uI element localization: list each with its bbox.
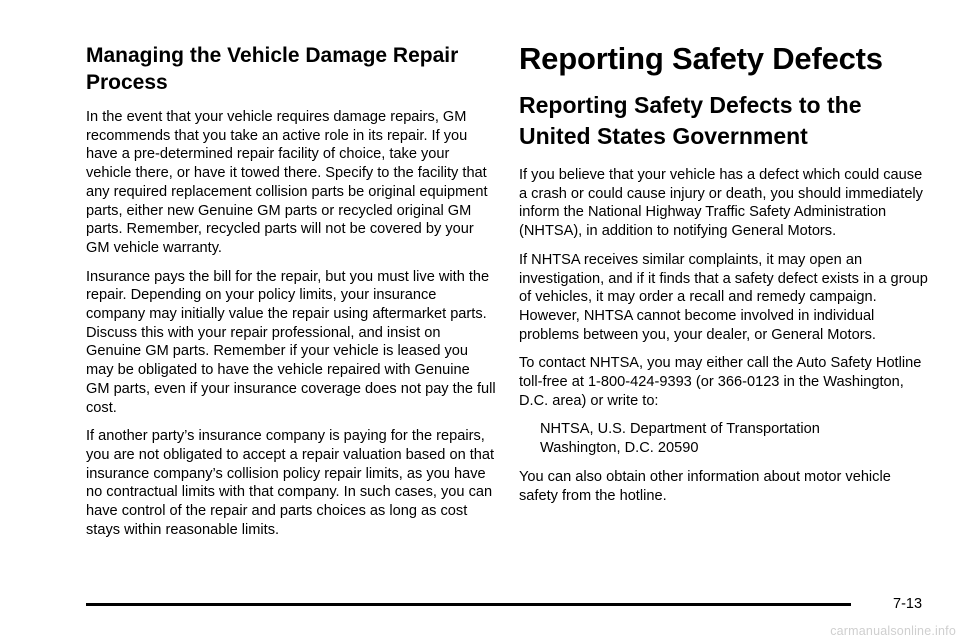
page-number: 7-13: [893, 596, 923, 612]
page-title: Reporting Safety Defects: [519, 41, 883, 76]
paragraph-defects-2: If NHTSA receives similar complaints, it may open an investigation, and if it finds that a safety defect exists in a group of vehicles, it may order a recall and remedy campaign. However, NHTSA cannot become involved in individual problems between you, your dealer, or General Motors.: [519, 251, 928, 343]
footer-rule: [86, 603, 851, 606]
paragraph-defects-3: To contact NHTSA, you may either call the Auto Safety Hotline toll-free at 1-800-424-9393 (or 366-0123 in the Washington, D.C. area) or write to:: [519, 355, 922, 409]
paragraph-damage-3: If another party’s insurance company is paying for the repairs, you are not obligated to accept a repair valuation based on that insurance company’s collision policy repair limits, as you have no contractual limits with that company. In such cases, you can have control of the repair and parts choices as long as cost stays within reasonable limits.: [86, 428, 495, 538]
paragraph-defects-1: If you believe that your vehicle has a defect which could cause a crash or could cause injury or death, you should immediately inform the National Highway Traffic Safety Administration (NHTSA), in addition to notifying General Motors.: [519, 167, 923, 240]
paragraph-defects-closing: You can also obtain other information about motor vehicle safety from the hotline.: [519, 468, 891, 504]
nhtsa-address: [540, 420, 929, 457]
paragraph-damage-2: Insurance pays the bill for the repair, but you must live with the repair. Depending on your policy limits, your insurance company may initially value the repair using aftermarket parts. Discuss this with your repair professional, and insist on Genuine GM parts. Remember if your vehicle is leased you may be obligated to have the vehicle repaired with Genuine GM parts, even if your insurance coverage does not pay the full cost.: [86, 268, 496, 416]
section-heading-damage-repair: Managing the Vehicle Damage Repair Process: [86, 44, 459, 94]
right-column: [519, 40, 929, 515]
address-line-1: NHTSA, U.S. Department of Transportation: [540, 421, 820, 438]
section-heading-us-government: Reporting Safety Defects to the United States Government: [519, 92, 862, 149]
watermark-text: carmanualsonline.info: [830, 624, 956, 638]
left-column: [86, 40, 496, 549]
address-line-2: Washington, D.C. 20590: [540, 440, 699, 457]
paragraph-damage-1: In the event that your vehicle requires damage repairs, GM recommends that you take an active role in its repair. If you have a pre-determined repair facility of choice, take your vehicle there, or have it towed there. Specify to the facility that any required replacement collision parts be original equipment parts, either new Genuine GM parts or recycled original GM parts. Remember, recycled parts will not be covered by your GM vehicle warranty.: [86, 109, 488, 256]
